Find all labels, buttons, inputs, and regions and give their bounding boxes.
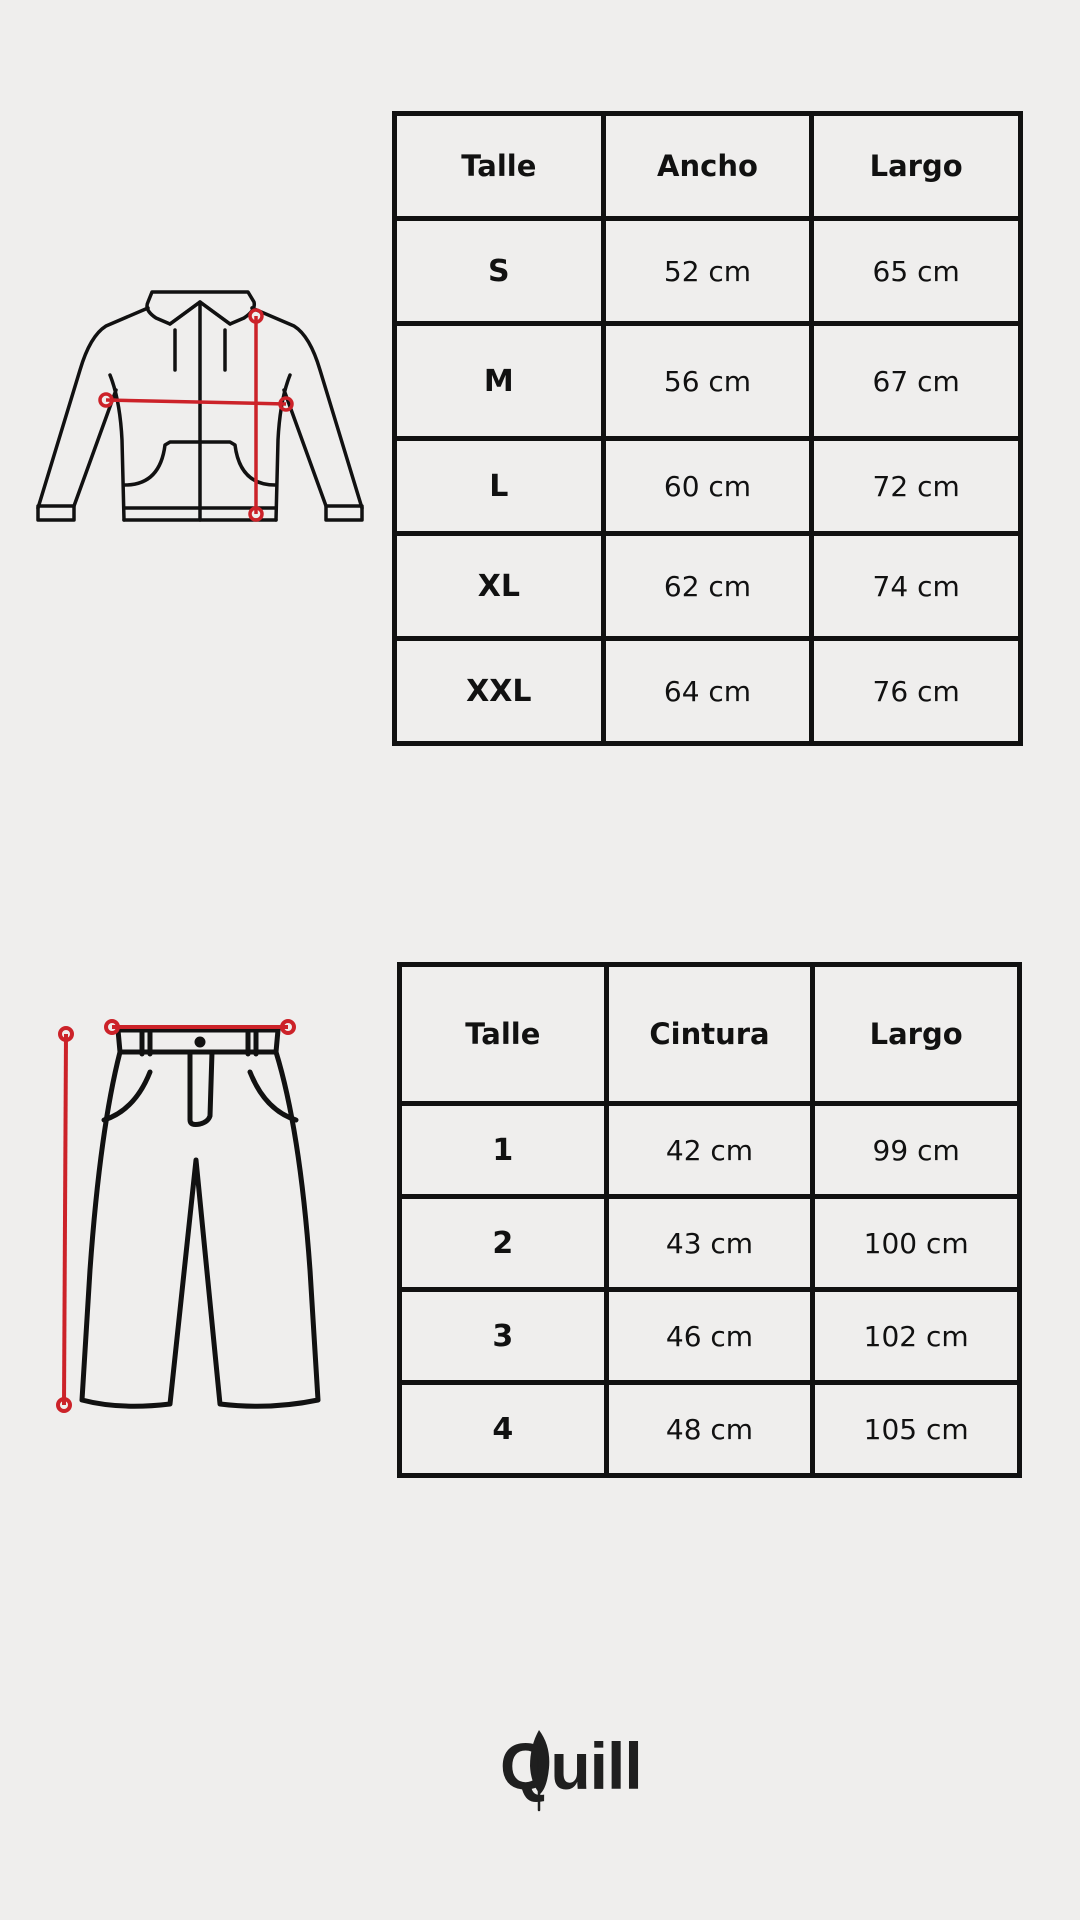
- size-cell: L: [395, 439, 604, 534]
- length-cell: 74 cm: [812, 534, 1021, 639]
- width-cell: 62 cm: [603, 534, 812, 639]
- table-row: [400, 1290, 1020, 1383]
- brand-name: Quill: [500, 1729, 642, 1803]
- length-cell: 76 cm: [812, 639, 1021, 744]
- table-row: [400, 1104, 1020, 1197]
- size-cell: 3: [400, 1290, 607, 1383]
- table-header-row: [395, 114, 1021, 219]
- waist-cell: 42 cm: [606, 1104, 813, 1197]
- width-cell: 60 cm: [603, 439, 812, 534]
- table-row: [395, 324, 1021, 439]
- hoodie-illustration: [30, 280, 370, 580]
- length-cell: 105 cm: [813, 1383, 1020, 1476]
- length-cell: 67 cm: [812, 324, 1021, 439]
- waist-cell: 46 cm: [606, 1290, 813, 1383]
- header-size: Talle: [395, 114, 604, 219]
- length-cell: 65 cm: [812, 219, 1021, 324]
- size-cell: XL: [395, 534, 604, 639]
- table-row: [395, 639, 1021, 744]
- size-cell: XXL: [395, 639, 604, 744]
- header-length: Largo: [812, 114, 1021, 219]
- table-row: [400, 1197, 1020, 1290]
- pants-illustration: [40, 1010, 330, 1420]
- width-cell: 52 cm: [603, 219, 812, 324]
- length-cell: 99 cm: [813, 1104, 1020, 1197]
- length-cell: 72 cm: [812, 439, 1021, 534]
- table-row: [400, 1383, 1020, 1476]
- size-cell: S: [395, 219, 604, 324]
- waist-cell: 48 cm: [606, 1383, 813, 1476]
- header-length: Largo: [813, 965, 1020, 1104]
- table-row: [395, 439, 1021, 534]
- length-cell: 102 cm: [813, 1290, 1020, 1383]
- size-cell: 4: [400, 1383, 607, 1476]
- pants-size-table: [397, 962, 1022, 1478]
- size-cell: 1: [400, 1104, 607, 1197]
- size-cell: 2: [400, 1197, 607, 1290]
- length-cell: 100 cm: [813, 1197, 1020, 1290]
- table-row: [395, 219, 1021, 324]
- header-size: Talle: [400, 965, 607, 1104]
- header-waist: Cintura: [606, 965, 813, 1104]
- size-cell: M: [395, 324, 604, 439]
- table-header-row: [400, 965, 1020, 1104]
- width-cell: 56 cm: [603, 324, 812, 439]
- table-row: [395, 534, 1021, 639]
- waist-cell: 43 cm: [606, 1197, 813, 1290]
- hoodie-size-table: [392, 111, 1023, 746]
- header-width: Ancho: [603, 114, 812, 219]
- width-cell: 64 cm: [603, 639, 812, 744]
